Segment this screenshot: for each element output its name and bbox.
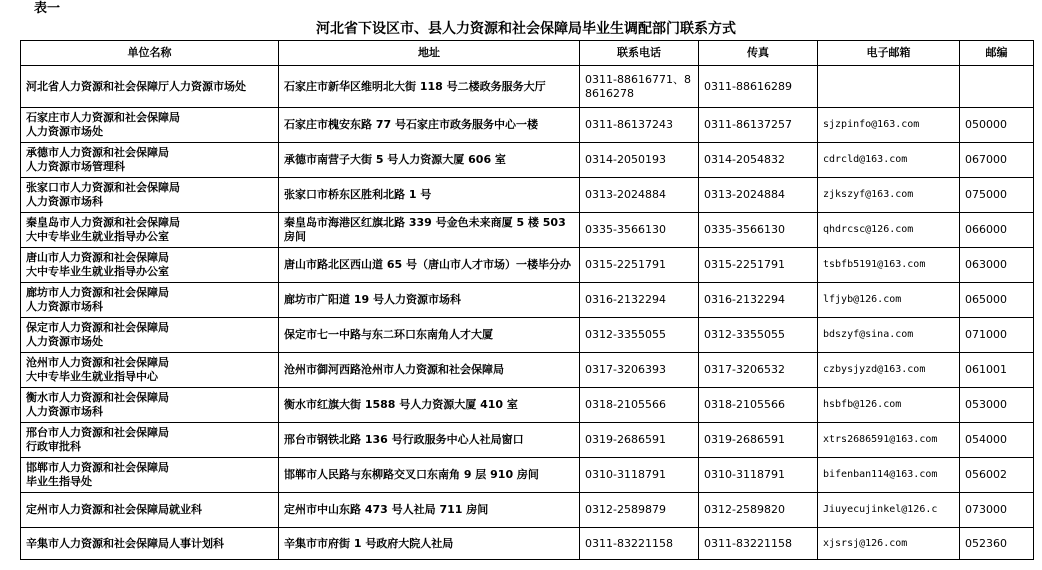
cell-fax: 0319-2686591 bbox=[699, 423, 818, 458]
cell-email: bdszyf@sina.com bbox=[818, 318, 960, 353]
cell-postcode bbox=[960, 66, 1034, 108]
cell-email: xtrs2686591@163.com bbox=[818, 423, 960, 458]
cell-fax: 0318-2105566 bbox=[699, 388, 818, 423]
cell-email: lfjyb@126.com bbox=[818, 283, 960, 318]
cell-phone: 0313-2024884 bbox=[580, 178, 699, 213]
contacts-table bbox=[20, 40, 1034, 560]
cell-fax: 0311-88616289 bbox=[699, 66, 818, 108]
cell-email: qhdrcsc@126.com bbox=[818, 213, 960, 248]
cell-unit-name: 秦皇岛市人力资源和社会保障局 大中专毕业生就业指导办公室 bbox=[21, 213, 279, 248]
cell-fax: 0312-2589820 bbox=[699, 493, 818, 528]
cell-phone: 0310-3118791 bbox=[580, 458, 699, 493]
header-email: 电子邮箱 bbox=[818, 41, 960, 66]
document-title: 河北省下设区市、县人力资源和社会保障局毕业生调配部门联系方式 bbox=[316, 21, 736, 37]
cell-address: 辛集市市府街 1 号政府大院人社局 bbox=[279, 528, 580, 560]
header-phone: 联系电话 bbox=[580, 41, 699, 66]
cell-fax: 0316-2132294 bbox=[699, 283, 818, 318]
cell-postcode: 052360 bbox=[960, 528, 1034, 560]
cell-postcode: 063000 bbox=[960, 248, 1034, 283]
cell-postcode: 066000 bbox=[960, 213, 1034, 248]
cell-unit-name: 廊坊市人力资源和社会保障局 人力资源市场科 bbox=[21, 283, 279, 318]
table-row bbox=[21, 213, 1034, 248]
cell-unit-name: 邯郸市人力资源和社会保障局 毕业生指导处 bbox=[21, 458, 279, 493]
cell-address: 邢台市钢铁北路 136 号行政服务中心人社局窗口 bbox=[279, 423, 580, 458]
cell-phone: 0311-86137243 bbox=[580, 108, 699, 143]
cell-address: 石家庄市槐安东路 77 号石家庄市政务服务中心一楼 bbox=[279, 108, 580, 143]
cell-phone: 0335-3566130 bbox=[580, 213, 699, 248]
table-row bbox=[21, 458, 1034, 493]
cell-address: 衡水市红旗大街 1588 号人力资源大厦 410 室 bbox=[279, 388, 580, 423]
cell-fax: 0312-3355055 bbox=[699, 318, 818, 353]
cell-fax: 0335-3566130 bbox=[699, 213, 818, 248]
cell-unit-name: 张家口市人力资源和社会保障局 人力资源市场科 bbox=[21, 178, 279, 213]
cell-email: tsbfb5191@163.com bbox=[818, 248, 960, 283]
cell-phone: 0312-2589879 bbox=[580, 493, 699, 528]
table-row bbox=[21, 423, 1034, 458]
table-header-row bbox=[21, 41, 1034, 66]
cell-email: sjzpinfo@163.com bbox=[818, 108, 960, 143]
cell-phone: 0312-3355055 bbox=[580, 318, 699, 353]
cell-email: bifenban114@163.com bbox=[818, 458, 960, 493]
cell-address: 张家口市桥东区胜利北路 1 号 bbox=[279, 178, 580, 213]
cell-phone: 0311-83221158 bbox=[580, 528, 699, 560]
cell-address: 石家庄市新华区维明北大街 118 号二楼政务服务大厅 bbox=[279, 66, 580, 108]
cell-postcode: 054000 bbox=[960, 423, 1034, 458]
table-row bbox=[21, 493, 1034, 528]
cell-fax: 0311-86137257 bbox=[699, 108, 818, 143]
cell-fax: 0311-83221158 bbox=[699, 528, 818, 560]
cell-phone: 0315-2251791 bbox=[580, 248, 699, 283]
cell-address: 邯郸市人民路与东柳路交叉口东南角 9 层 910 房间 bbox=[279, 458, 580, 493]
table-number-label: 表一 bbox=[34, 1, 61, 16]
cell-address: 唐山市路北区西山道 65 号（唐山市人才市场）一楼毕分办 bbox=[279, 248, 580, 283]
cell-email bbox=[818, 66, 960, 108]
cell-phone: 0311-88616771、88616278 bbox=[580, 66, 699, 108]
cell-unit-name: 保定市人力资源和社会保障局 人力资源市场处 bbox=[21, 318, 279, 353]
table-row bbox=[21, 143, 1034, 178]
cell-postcode: 061001 bbox=[960, 353, 1034, 388]
cell-postcode: 065000 bbox=[960, 283, 1034, 318]
cell-email: Jiuyecujinkel@126.c bbox=[818, 493, 960, 528]
cell-unit-name: 承德市人力资源和社会保障局 人力资源市场管理科 bbox=[21, 143, 279, 178]
cell-phone: 0317-3206393 bbox=[580, 353, 699, 388]
cell-unit-name: 辛集市人力资源和社会保障局人事计划科 bbox=[21, 528, 279, 560]
table-row bbox=[21, 388, 1034, 423]
cell-email: czbysjyzd@163.com bbox=[818, 353, 960, 388]
cell-phone: 0318-2105566 bbox=[580, 388, 699, 423]
table-row bbox=[21, 353, 1034, 388]
cell-fax: 0313-2024884 bbox=[699, 178, 818, 213]
cell-unit-name: 邢台市人力资源和社会保障局 行政审批科 bbox=[21, 423, 279, 458]
cell-address: 廊坊市广阳道 19 号人力资源市场科 bbox=[279, 283, 580, 318]
table-body bbox=[21, 66, 1034, 560]
header-postcode: 邮编 bbox=[960, 41, 1034, 66]
table-row bbox=[21, 318, 1034, 353]
cell-address: 秦皇岛市海港区红旗北路 339 号金色未来商厦 5 楼 503 房间 bbox=[279, 213, 580, 248]
cell-phone: 0314-2050193 bbox=[580, 143, 699, 178]
table-row bbox=[21, 66, 1034, 108]
cell-postcode: 053000 bbox=[960, 388, 1034, 423]
table-row bbox=[21, 178, 1034, 213]
cell-postcode: 071000 bbox=[960, 318, 1034, 353]
cell-address: 沧州市御河西路沧州市人力资源和社会保障局 bbox=[279, 353, 580, 388]
header-fax: 传真 bbox=[699, 41, 818, 66]
cell-fax: 0315-2251791 bbox=[699, 248, 818, 283]
cell-email: zjkszyf@163.com bbox=[818, 178, 960, 213]
cell-email: cdrcld@163.com bbox=[818, 143, 960, 178]
cell-fax: 0314-2054832 bbox=[699, 143, 818, 178]
cell-postcode: 050000 bbox=[960, 108, 1034, 143]
cell-address: 承德市南营子大街 5 号人力资源大厦 606 室 bbox=[279, 143, 580, 178]
cell-postcode: 073000 bbox=[960, 493, 1034, 528]
cell-postcode: 056002 bbox=[960, 458, 1034, 493]
cell-phone: 0319-2686591 bbox=[580, 423, 699, 458]
cell-fax: 0317-3206532 bbox=[699, 353, 818, 388]
table-row bbox=[21, 248, 1034, 283]
table-row bbox=[21, 108, 1034, 143]
cell-fax: 0310-3118791 bbox=[699, 458, 818, 493]
table-row bbox=[21, 283, 1034, 318]
cell-unit-name: 沧州市人力资源和社会保障局 大中专毕业生就业指导中心 bbox=[21, 353, 279, 388]
cell-unit-name: 衡水市人力资源和社会保障局 人力资源市场科 bbox=[21, 388, 279, 423]
cell-email: hsbfb@126.com bbox=[818, 388, 960, 423]
table-row bbox=[21, 528, 1034, 560]
cell-unit-name: 定州市人力资源和社会保障局就业科 bbox=[21, 493, 279, 528]
cell-postcode: 067000 bbox=[960, 143, 1034, 178]
cell-unit-name: 河北省人力资源和社会保障厅人力资源市场处 bbox=[21, 66, 279, 108]
cell-address: 定州市中山东路 473 号人社局 711 房间 bbox=[279, 493, 580, 528]
cell-postcode: 075000 bbox=[960, 178, 1034, 213]
cell-email: xjsrsj@126.com bbox=[818, 528, 960, 560]
cell-address: 保定市七一中路与东二环口东南角人才大厦 bbox=[279, 318, 580, 353]
header-unit-name: 单位名称 bbox=[21, 41, 279, 66]
header-address: 地址 bbox=[279, 41, 580, 66]
cell-phone: 0316-2132294 bbox=[580, 283, 699, 318]
cell-unit-name: 唐山市人力资源和社会保障局 大中专毕业生就业指导办公室 bbox=[21, 248, 279, 283]
cell-unit-name: 石家庄市人力资源和社会保障局 人力资源市场处 bbox=[21, 108, 279, 143]
